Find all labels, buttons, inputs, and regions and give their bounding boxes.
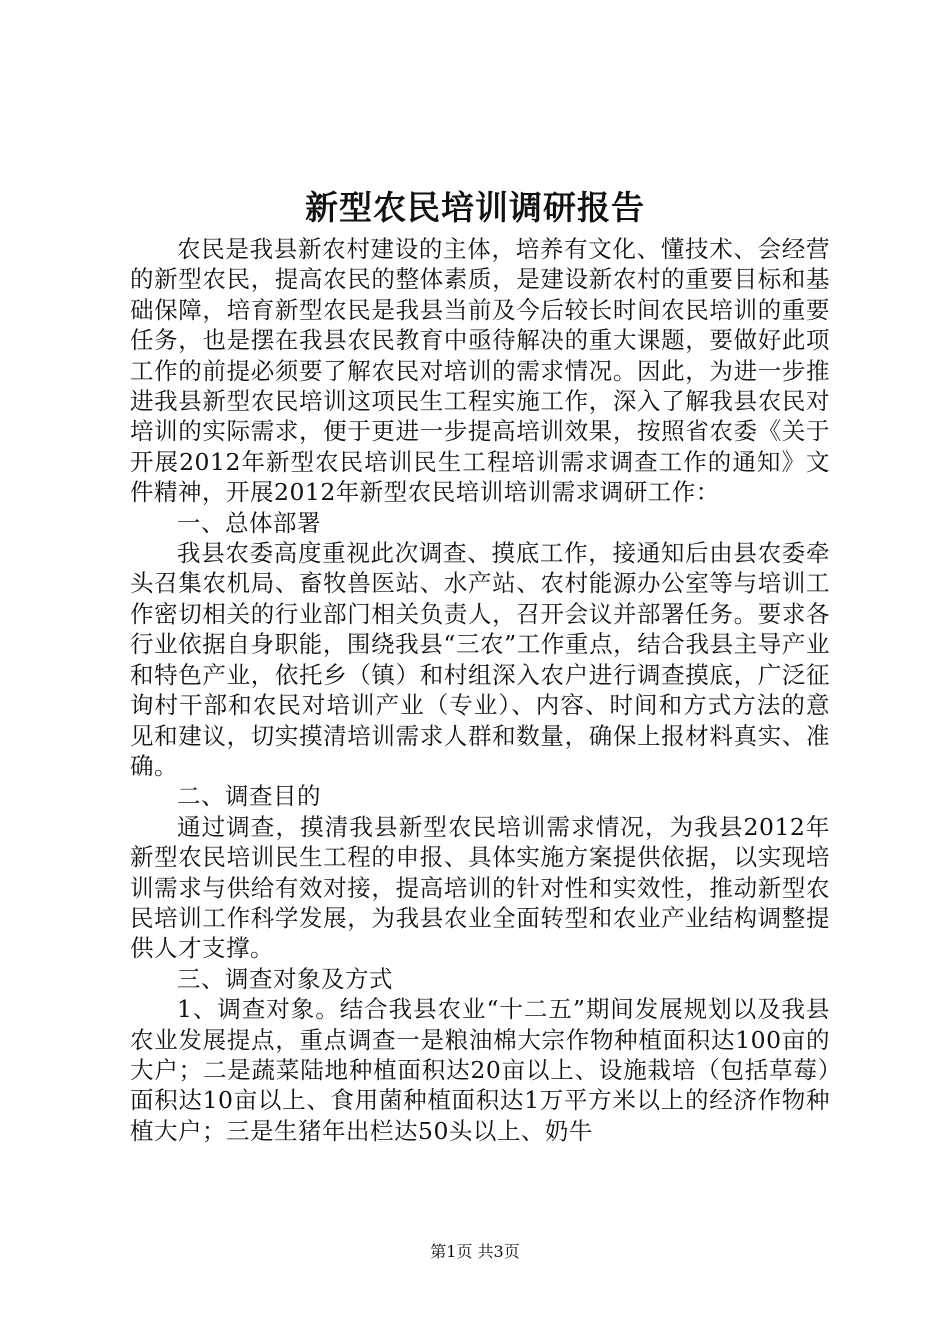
body-paragraph: 我县农委高度重视此次调查、摸底工作，接通知后由县农委牵头召集农机局、畜牧兽医站、水产站、农村能源办公室等与培训工作密切相关的行业部门相关负责人，召开会议并部署任务。要求各行业依据自身职能，围绕我县“三农”工作重点，结合我县主导产业和特色产业，依托乡（镇）和村组深入农户进行调查摸底，广泛征询村干部和农民对培训产业（专业）、内容、时间和方式方法的意见和建议，切实摸清培训需求人群和数量，确保上报材料真实、准确。 [130, 539, 830, 780]
section-heading: 二、调查目的 [177, 782, 321, 811]
body-paragraph: 1、调查对象。结合我县农业“十二五”期间发展规划以及我县农业发展提点，重点调查一是粮油棉大宗作物种植面积达100亩的大户；二是蔬菜陆地种植面积达20亩以上、设施栽培（包括草莓）面积达10亩以上、食用菌种植面积达1万平方米以上的经济作物种植大户；三是生猪年出栏达50头以上、奶牛 [130, 995, 830, 1145]
body-paragraph: 通过调查，摸清我县新型农民培训需求情况，为我县2012年新型农民培训民生工程的申报、具体实施方案提供依据，以实现培训需求与供给有效对接，提高培训的针对性和实效性，推动新型农民培训工作科学发展，为我县农业全面转型和农业产业结构调整提供人才支撑。 [130, 812, 830, 963]
page-footer: 第1页 共3页 [430, 1242, 520, 1261]
section-heading: 一、总体部署 [177, 508, 321, 537]
document-body [130, 234, 830, 1146]
body-paragraph: 农民是我县新农村建设的主体，培养有文化、懂技术、会经营的新型农民，提高农民的整体素质，是建设新农村的重要目标和基础保障，培育新型农民是我县当前及今后较长时间农民培训的重要任务，也是摆在我县农民教育中亟待解决的重大课题，要做好此项工作的前提必须要了解农民对培训的需求情况。因此，为进一步推进我县新型农民培训这项民生工程实施工作，深入了解我县农民对培训的实际需求，便于更进一步提高培训效果，按照省农委《关于开展2012年新型农民培训民生工程培训需求调查工作的通知》文件精神，开展2012年新型农民培训培训需求调研工作： [130, 235, 830, 507]
section-heading: 三、调查对象及方式 [177, 964, 393, 993]
document-title: 新型农民培训调研报告 [305, 188, 645, 227]
